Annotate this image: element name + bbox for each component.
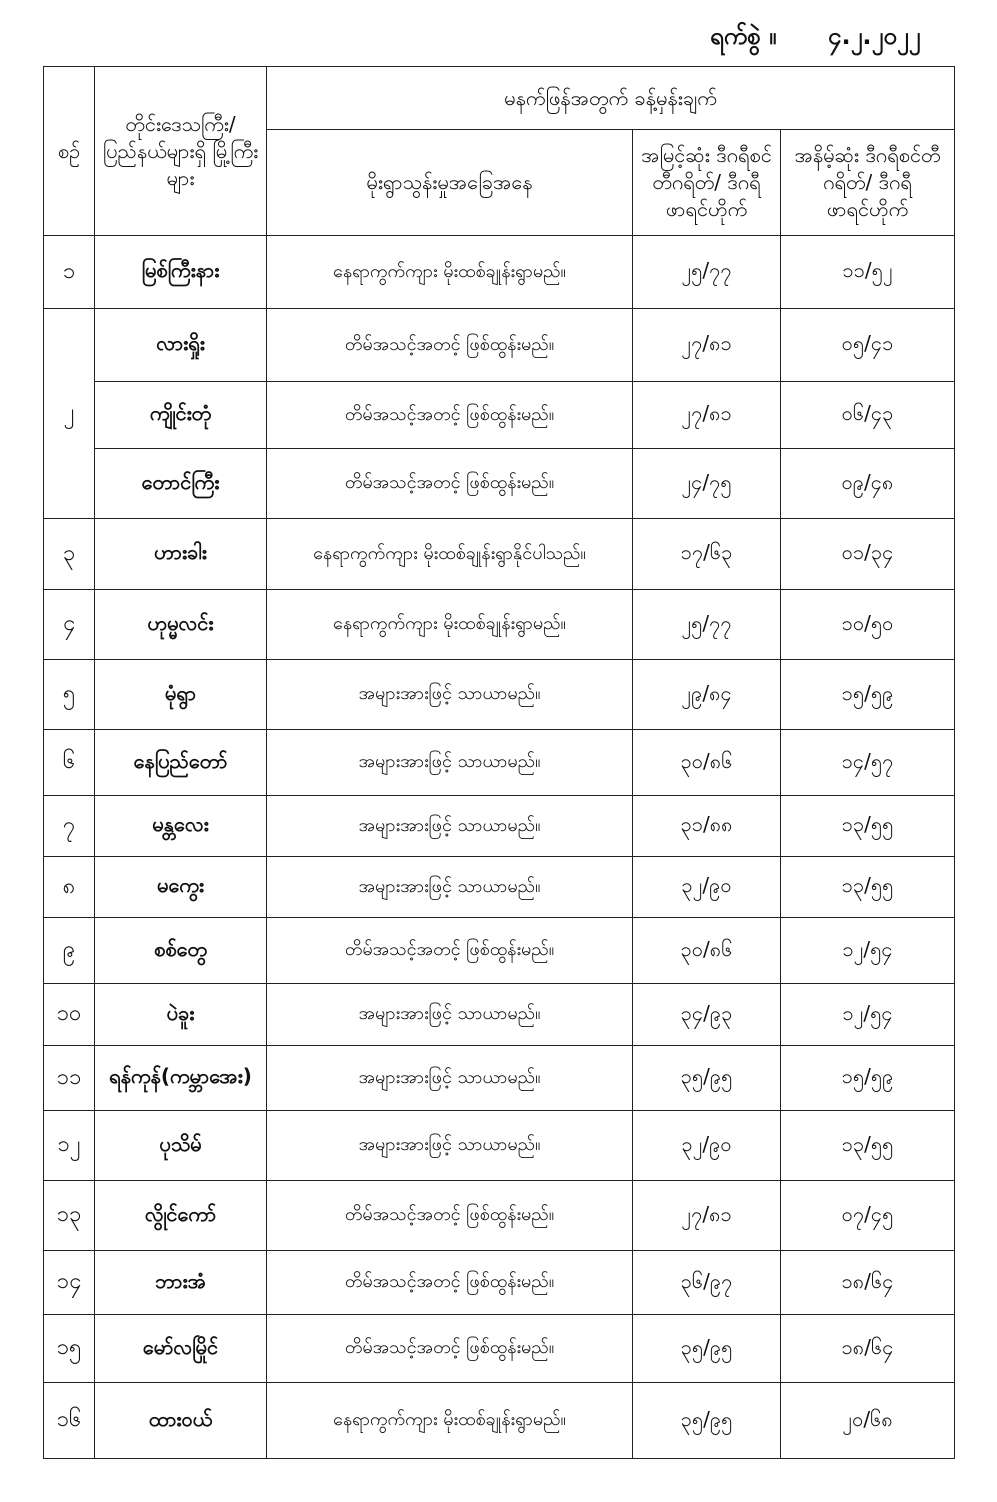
city-name: ကျိုင်းတုံ: [95, 382, 267, 449]
table-row: [44, 1315, 955, 1383]
rain-condition: တိမ်အသင့်အတင့် ဖြစ်ထွန်းမည်။: [267, 309, 633, 382]
city-name: ဟားခါး: [95, 519, 267, 590]
min-temp: ၁၃/၅၅: [781, 857, 955, 918]
rain-condition: တိမ်အသင့်အတင့် ဖြစ်ထွန်းမည်။: [267, 1251, 633, 1315]
max-temp: ၃၅/၉၅: [633, 1383, 781, 1459]
rain-condition: အများအားဖြင့် သာယာမည်။: [267, 857, 633, 918]
col-header-max: အမြင့်ဆုံး ဒီဂရီစင်တီဂရိတ်/ ဒီဂရီဖာရင်ဟိုက်: [633, 130, 781, 236]
forecast-body: [44, 236, 955, 1459]
row-number: ၁၅: [44, 1315, 95, 1383]
table-row: [44, 1046, 955, 1111]
max-temp: ၃၂/၉၀: [633, 1111, 781, 1181]
city-name: ဘားအံ: [95, 1251, 267, 1315]
col-header-no: စဉ်: [44, 67, 95, 236]
table-row: [44, 1383, 955, 1459]
city-name: မကွေး: [95, 857, 267, 918]
header-row-top: [44, 67, 955, 130]
max-temp: ၂၇/၈၁: [633, 382, 781, 449]
row-number: ၁၃: [44, 1181, 95, 1251]
row-number: ၁၆: [44, 1383, 95, 1459]
max-temp: ၃၂/၉၀: [633, 857, 781, 918]
table-row: [44, 796, 955, 857]
row-number: ၁: [44, 236, 95, 309]
table-row: [44, 984, 955, 1046]
col-header-forecast: မနက်ဖြန်အတွက် ခန့်မှန်းချက်: [267, 67, 955, 130]
row-number: ၈: [44, 857, 95, 918]
rain-condition: အများအားဖြင့် သာယာမည်။: [267, 660, 633, 730]
max-temp: ၂၅/၇၇: [633, 236, 781, 309]
max-temp: ၃၅/၉၅: [633, 1046, 781, 1111]
row-number: ၁၂: [44, 1111, 95, 1181]
max-temp: ၃၅/၉၅: [633, 1315, 781, 1383]
row-number: ၁၀: [44, 984, 95, 1046]
col-header-city: တိုင်းဒေသကြီး/ ပြည်နယ်များရှိ မြို့ကြီးများ: [95, 67, 267, 236]
date-line: [700, 18, 960, 58]
max-temp: ၂၅/၇၇: [633, 590, 781, 660]
min-temp: ၁၈/၆၄: [781, 1251, 955, 1315]
city-name: ထားဝယ်: [95, 1383, 267, 1459]
row-number: ၁၄: [44, 1251, 95, 1315]
city-name: ပဲခူး: [95, 984, 267, 1046]
max-temp: ၁၇/၆၃: [633, 519, 781, 590]
table-row: [44, 590, 955, 660]
table-row: [44, 382, 955, 449]
row-number: ၆: [44, 730, 95, 796]
table-row: [44, 309, 955, 382]
max-temp: ၂၇/၈၁: [633, 1181, 781, 1251]
table-row: [44, 660, 955, 730]
rain-condition: နေရာကွက်ကျား မိုးထစ်ချုန်းရွာမည်။: [267, 590, 633, 660]
city-name: ရန်ကုန်(ကမ္ဘာအေး): [95, 1046, 267, 1111]
city-name: နေပြည်တော်: [95, 730, 267, 796]
max-temp: ၃၁/၈၈: [633, 796, 781, 857]
date-label: ရက်စွဲ ။: [710, 22, 777, 50]
city-name: မန္တလေး: [95, 796, 267, 857]
rain-condition: တိမ်အသင့်အတင့် ဖြစ်ထွန်းမည်။: [267, 1181, 633, 1251]
rain-condition: တိမ်အသင့်အတင့် ဖြစ်ထွန်းမည်။: [267, 449, 633, 519]
city-name: မုံရွာ: [95, 660, 267, 730]
max-temp: ၃၄/၉၃: [633, 984, 781, 1046]
city-name: လွိုင်ကော်: [95, 1181, 267, 1251]
row-number: ၂: [44, 309, 95, 519]
table-row: [44, 857, 955, 918]
city-name: စစ်တွေ: [95, 918, 267, 984]
table-row: [44, 519, 955, 590]
city-name: ဟုမ္မလင်း: [95, 590, 267, 660]
city-name: ပုသိမ်: [95, 1111, 267, 1181]
rain-condition: တိမ်အသင့်အတင့် ဖြစ်ထွန်းမည်။: [267, 918, 633, 984]
rain-condition: အများအားဖြင့် သာယာမည်။: [267, 730, 633, 796]
min-temp: ၁၄/၅၇: [781, 730, 955, 796]
table-row: [44, 1251, 955, 1315]
min-temp: ၀၁/၃၄: [781, 519, 955, 590]
min-temp: ၀၆/၄၃: [781, 382, 955, 449]
max-temp: ၂၉/၈၄: [633, 660, 781, 730]
row-number: ၅: [44, 660, 95, 730]
min-temp: ၁၃/၅၅: [781, 796, 955, 857]
max-temp: ၃၀/၈၆: [633, 730, 781, 796]
rain-condition: နေရာကွက်ကျား မိုးထစ်ချုန်းရွာမည်။: [267, 236, 633, 309]
rain-condition: တိမ်အသင့်အတင့် ဖြစ်ထွန်းမည်။: [267, 1315, 633, 1383]
rain-condition: နေရာကွက်ကျား မိုးထစ်ချုန်းရွာနိုင်ပါသည်။: [267, 519, 633, 590]
min-temp: ၁၂/၅၄: [781, 984, 955, 1046]
table-row: [44, 730, 955, 796]
city-name: မြစ်ကြီးနား: [95, 236, 267, 309]
max-temp: ၃၆/၉၇: [633, 1251, 781, 1315]
min-temp: ၁၅/၅၉: [781, 660, 955, 730]
max-temp: ၃၀/၈၆: [633, 918, 781, 984]
table-row: [44, 449, 955, 519]
rain-condition: အများအားဖြင့် သာယာမည်။: [267, 1111, 633, 1181]
table-row: [44, 1111, 955, 1181]
date-value: ၄.၂.၂၀၂၂: [828, 22, 921, 50]
row-number: ၄: [44, 590, 95, 660]
city-name: တောင်ကြီး: [95, 449, 267, 519]
rain-condition: အများအားဖြင့် သာယာမည်။: [267, 1046, 633, 1111]
min-temp: ၂၀/၆၈: [781, 1383, 955, 1459]
row-number: ၃: [44, 519, 95, 590]
min-temp: ၀၉/၄၈: [781, 449, 955, 519]
max-temp: ၂၄/၇၅: [633, 449, 781, 519]
min-temp: ၁၂/၅၄: [781, 918, 955, 984]
rain-condition: အများအားဖြင့် သာယာမည်။: [267, 984, 633, 1046]
max-temp: ၂၇/၈၁: [633, 309, 781, 382]
rain-condition: အများအားဖြင့် သာယာမည်။: [267, 796, 633, 857]
min-temp: ၁၁/၅၂: [781, 236, 955, 309]
row-number: ၁၁: [44, 1046, 95, 1111]
row-number: ၇: [44, 796, 95, 857]
min-temp: ၁၈/၆၄: [781, 1315, 955, 1383]
table-row: [44, 918, 955, 984]
row-number: ၉: [44, 918, 95, 984]
col-header-condition: မိုးရွာသွန်းမှုအခြေအနေ: [267, 130, 633, 236]
rain-condition: နေရာကွက်ကျား မိုးထစ်ချုန်းရွာမည်။: [267, 1383, 633, 1459]
table-row: [44, 236, 955, 309]
rain-condition: တိမ်အသင့်အတင့် ဖြစ်ထွန်းမည်။: [267, 382, 633, 449]
min-temp: ၀၅/၄၁: [781, 309, 955, 382]
min-temp: ၁၅/၅၉: [781, 1046, 955, 1111]
min-temp: ၁၀/၅၀: [781, 590, 955, 660]
table-row: [44, 1181, 955, 1251]
city-name: မော်လမြိုင်: [95, 1315, 267, 1383]
forecast-table: [43, 66, 955, 1459]
city-name: လားရှိုး: [95, 309, 267, 382]
min-temp: ၀၇/၄၅: [781, 1181, 955, 1251]
col-header-min: အနိမ့်ဆုံး ဒီဂရီစင်တီဂရိတ်/ ဒီဂရီဖာရင်ဟိုက်: [781, 130, 955, 236]
min-temp: ၁၃/၅၅: [781, 1111, 955, 1181]
